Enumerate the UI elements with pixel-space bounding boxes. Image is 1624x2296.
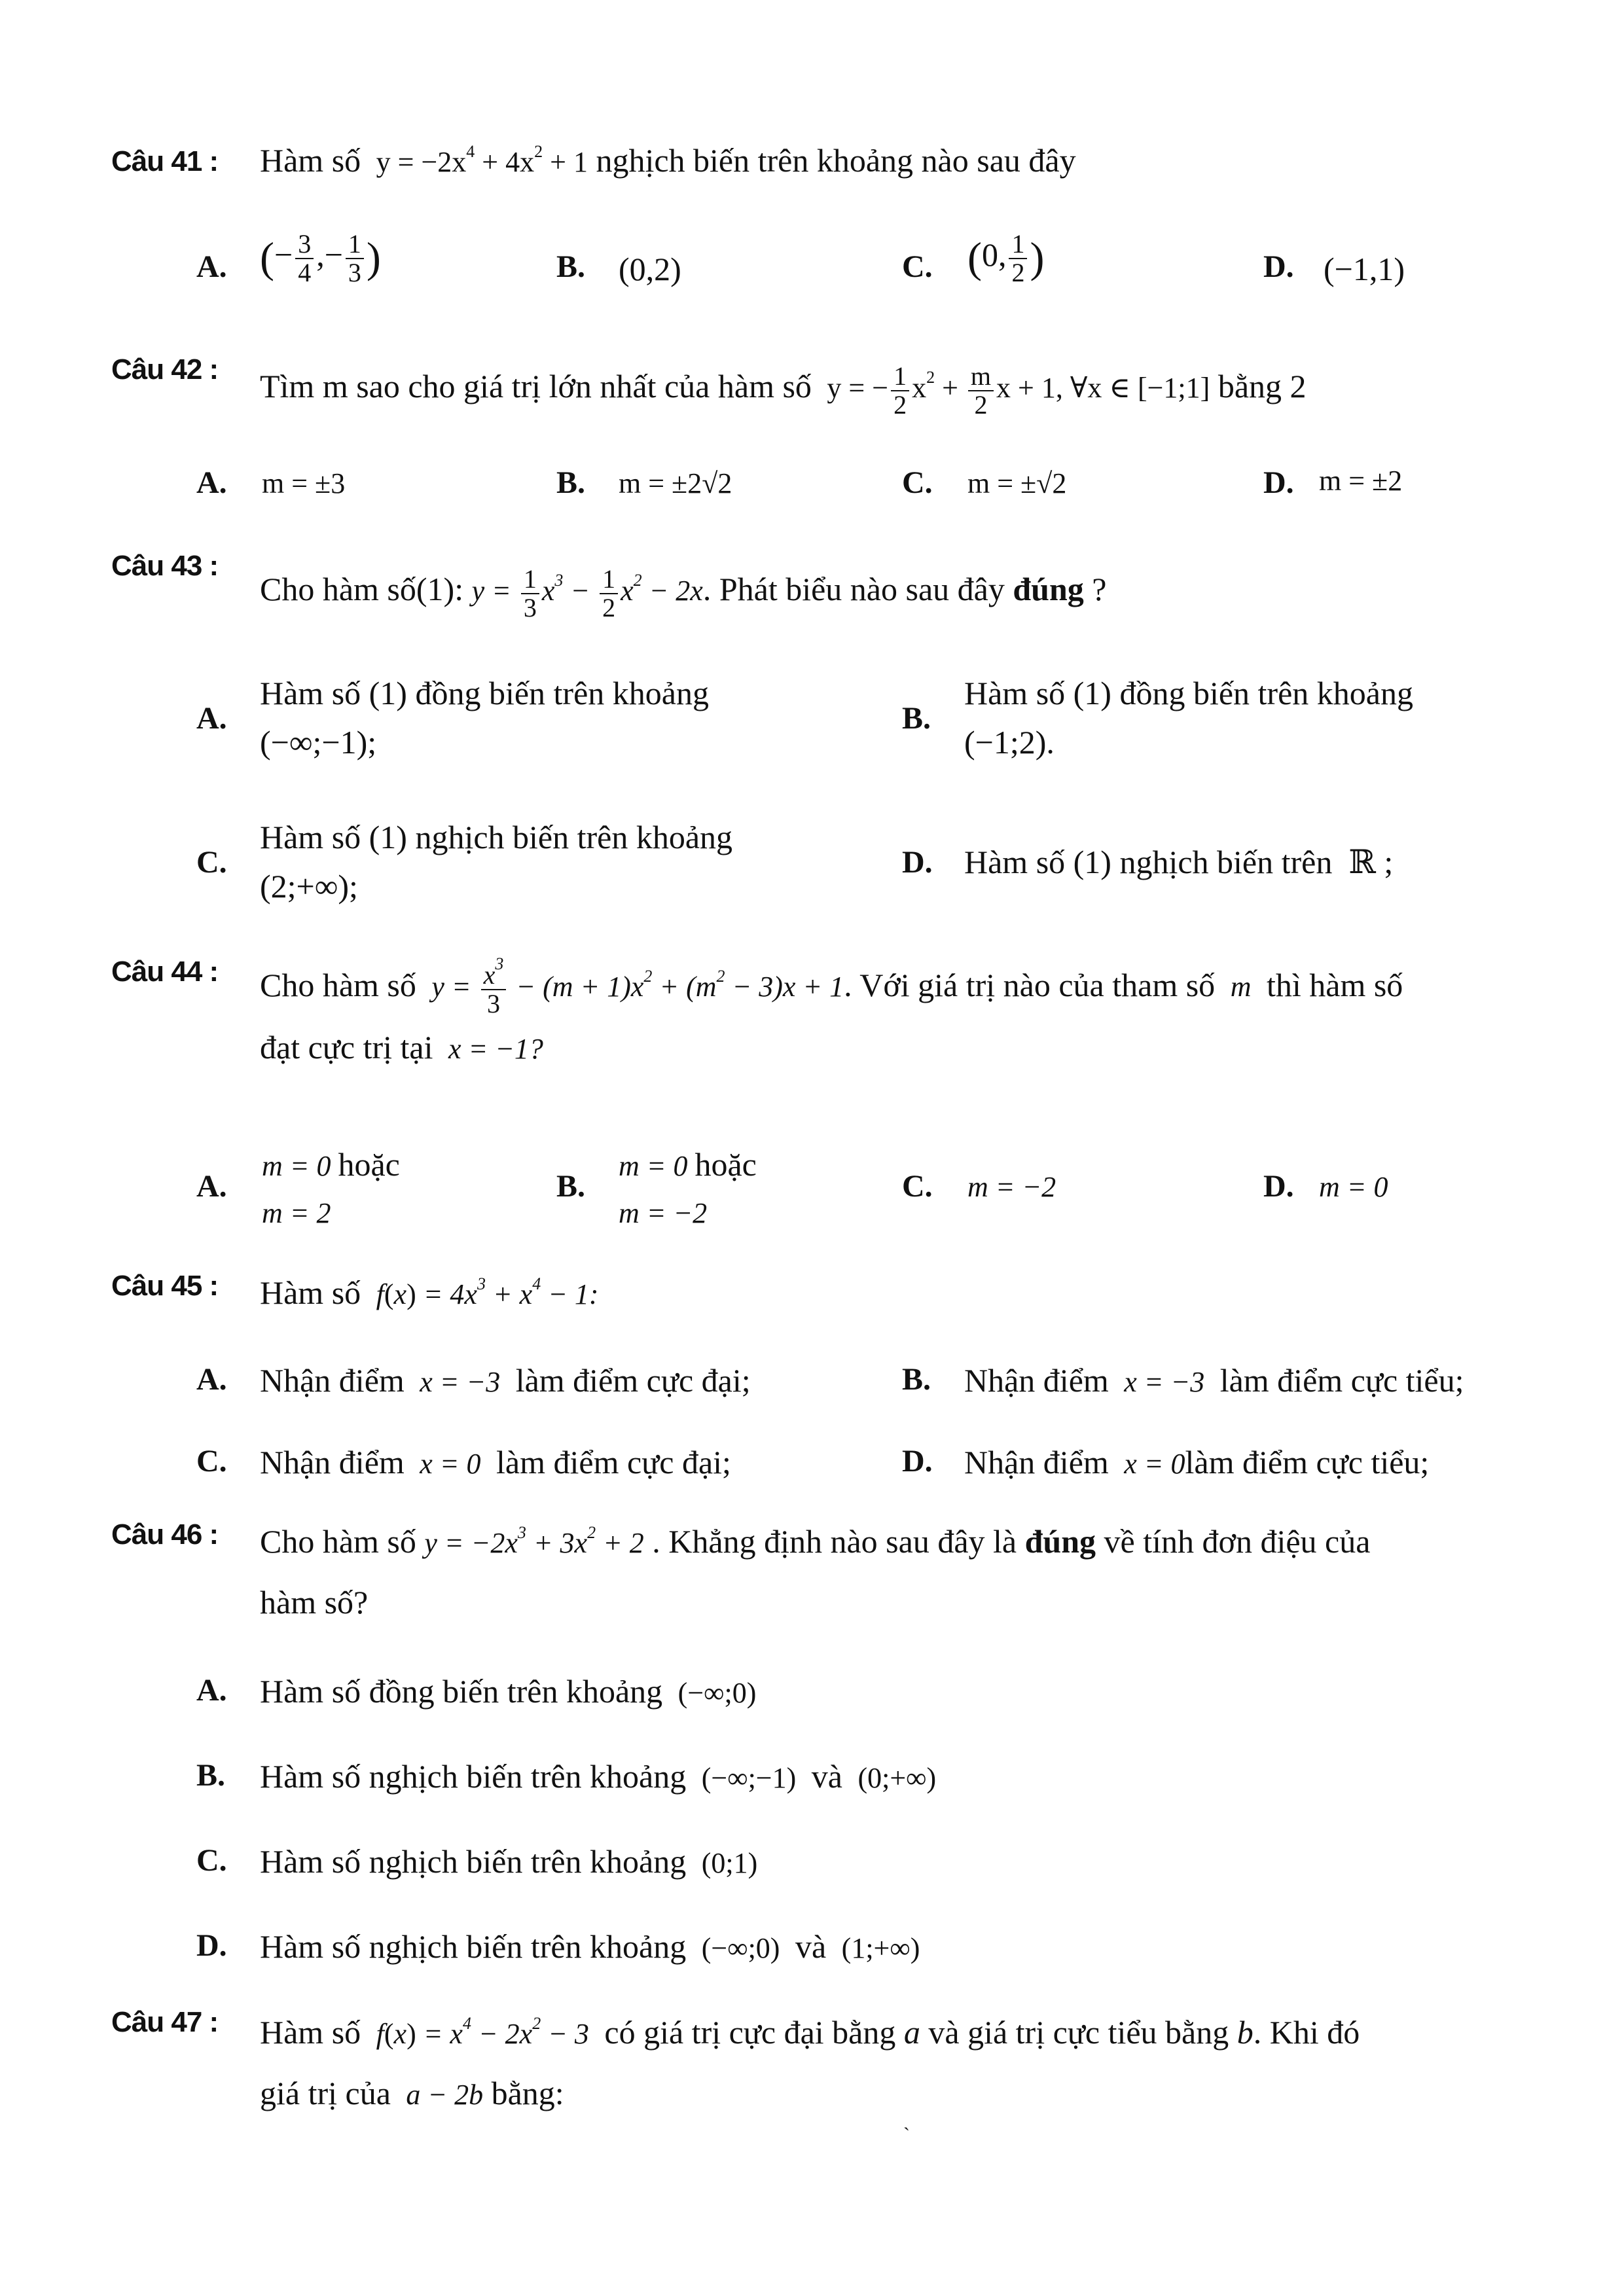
option-math: (−∞;−1) [694, 1762, 804, 1794]
question-stem: Hàm số $f(x) = x^4 - 2x^2 - 3$ có giá trị cực đại bằng a và giá trị cực tiểu bằng b. Khi đó giá trị của a − 2b bằng: [260, 2014, 1360, 2111]
option-math: (−1;2). [964, 724, 1055, 761]
real-numbers-symbol: ℝ ; [1340, 844, 1394, 880]
option-text: Hàm số (1) nghịch biến trên khoảng [260, 819, 733, 855]
option-letter: D. [902, 1444, 933, 1479]
math-expression: y = $\frac{1}{3}$ $x^3$ − $\frac{1}{2}$ $x^2 - 2x$ [471, 564, 703, 622]
question-label: Câu 43 : [111, 550, 219, 582]
math-expression: $f(x) = x^4 - 2x^2 - 3$ [369, 2014, 596, 2050]
option-math: x = −3 [1117, 1366, 1212, 1398]
option-letter: D. [196, 1928, 227, 1963]
option-text: Hàm số (1) đồng biến trên khoảng [260, 675, 709, 711]
math-variable: m [1223, 971, 1259, 1003]
option-math: (1;+∞) [834, 1932, 920, 1964]
option-math: x = −3 [412, 1366, 508, 1398]
option-math: m = ±2√2 [619, 467, 732, 499]
question-stem: Cho hàm số(1): y = $\frac{1}{3}$ $x^3$ − $\frac{1}{2}$ $x^2 - 2x$. Phát biểu nào sau đây đúng ? [260, 564, 1107, 622]
option-letter: B. [556, 1169, 586, 1204]
question-stem: Cho hàm số y = $\frac{x^3}{3}$ − $(m + 1)x^2 + (m^2 - 3)x + 1$. Với giá trị nào của tham số m thì hàm số đạt cực trị tại x = −1? [260, 954, 1403, 1066]
option-math: m = 0 [619, 1150, 695, 1182]
option-math: (− $\frac{3}{4}$ ,− $\frac{1}{3}$ ) [260, 228, 381, 287]
option-text: hoặc [338, 1146, 400, 1183]
option-letter: A. [196, 249, 227, 284]
option-letter: C. [196, 1843, 227, 1878]
question-label: Câu 47 : [111, 2006, 219, 2038]
option-letter: C. [902, 1169, 933, 1204]
option-letter: D. [1263, 1169, 1294, 1204]
question-label: Câu 46 : [111, 1518, 219, 1551]
option-letter: D. [1263, 465, 1294, 500]
option-math: m = ±2 [1319, 465, 1403, 497]
option-letter: A. [196, 701, 227, 736]
option-text: hoặc [695, 1146, 757, 1183]
math-variable: b [1236, 2014, 1254, 2051]
option-math: x = 0 [1117, 1448, 1185, 1480]
stray-mark: ˋ [903, 2124, 910, 2145]
question-label: Câu 41 : [111, 145, 219, 177]
option-letter: A. [196, 465, 227, 500]
option-math: m = −2 [619, 1197, 708, 1229]
question-label: Câu 42 : [111, 353, 219, 386]
math-expression: x = −1? [441, 1032, 543, 1065]
option-letter: B. [902, 1362, 931, 1397]
math-expression: $y = -2x^4 + 4x^2 + 1$ [369, 142, 588, 178]
option-math: m = 0 [262, 1150, 338, 1182]
math-expression: y = − $\frac{1}{2}$ $x^2$ + $\frac{m}{2}$ x + 1, ∀x ∈ [−1;1] [820, 361, 1210, 420]
option-math: m = −2 [967, 1171, 1056, 1203]
option-letter: C. [196, 845, 227, 880]
option-math: m = ±3 [262, 467, 346, 499]
option-letter: C. [902, 249, 933, 284]
option-math: m = ±√2 [967, 467, 1067, 499]
question-label: Câu 45 : [111, 1270, 219, 1302]
question-stem: Hàm số $f(x) = 4x^3 + x^4 - 1$: [260, 1274, 599, 1311]
option-letter: D. [1263, 249, 1294, 284]
question-stem: Hàm số $y = -2x^4 + 4x^2 + 1$ nghịch biến trên khoảng nào sau đây [260, 142, 1076, 179]
math-expression: $f(x) = 4x^3 + x^4 - 1$: [369, 1274, 599, 1310]
option-letter: C. [196, 1444, 227, 1479]
option-math: (−∞;0) [670, 1677, 757, 1709]
math-variable: a [903, 2014, 920, 2051]
question-stem: Tìm m sao cho giá trị lớn nhất của hàm số y = − $\frac{1}{2}$ $x^2$ + $\frac{m}{2}$ x + 1, ∀x ∈ [−1;1] bằng 2 [260, 361, 1307, 420]
option-math: x = 0 [412, 1448, 488, 1480]
option-math: (0;1) [694, 1847, 758, 1879]
math-expression: $y = -2x^3 + 3x^2 + 2$ [424, 1523, 644, 1559]
option-letter: A. [196, 1169, 227, 1204]
option-letter: B. [556, 465, 586, 500]
option-math: (0, $\frac{1}{2}$ ) [967, 228, 1045, 287]
option-letter: D. [902, 845, 933, 880]
option-letter: B. [196, 1758, 226, 1793]
math-expression: y = $\frac{x^3}{3}$ − $(m + 1)x^2 + (m^2 - 3)x + 1$ [424, 954, 844, 1018]
option-math: m = 0 [1319, 1171, 1388, 1203]
question-label: Câu 44 : [111, 956, 219, 988]
option-math: m = 2 [262, 1197, 331, 1229]
option-text: Hàm số (1) nghịch biến trên [964, 844, 1333, 880]
option-letter: B. [556, 249, 586, 284]
option-letter: C. [902, 465, 933, 500]
option-math: (0;+∞) [850, 1762, 937, 1794]
option-math: (−∞;0) [694, 1932, 787, 1964]
question-stem: Cho hàm số $y = -2x^3 + 3x^2 + 2$ . Khẳng định nào sau đây là đúng về tính đơn điệu của hàm số? [260, 1523, 1371, 1621]
option-math: (−1,1) [1324, 251, 1405, 287]
option-letter: B. [902, 701, 931, 736]
option-letter: A. [196, 1362, 227, 1397]
option-text: Hàm số (1) đồng biến trên khoảng [964, 675, 1413, 711]
math-expression: a − 2b [399, 2079, 484, 2111]
option-math: (0,2) [619, 251, 681, 287]
option-math: (−∞;−1); [260, 724, 377, 761]
option-math: (2;+∞); [260, 868, 358, 905]
option-letter: A. [196, 1673, 227, 1708]
